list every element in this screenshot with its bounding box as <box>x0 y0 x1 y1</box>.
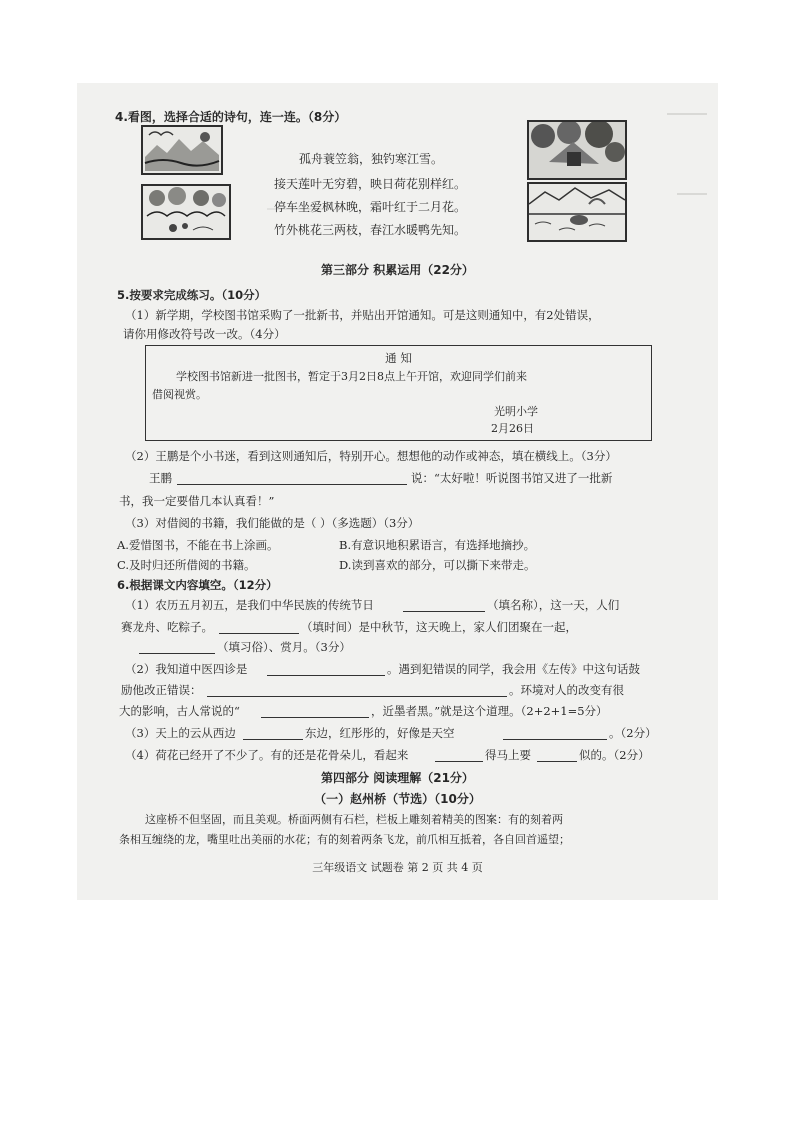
q6-line7b: 东边，红彤彤的，好像是天空 <box>305 726 455 740</box>
q6-line8a: （4）荷花已经开了不少了。有的还是花骨朵儿，看起来 <box>125 748 409 762</box>
custom-blank[interactable] <box>139 641 215 654</box>
q6-line5a: 励他改正错误： <box>121 683 202 697</box>
q5-sub1-line2: 请你用修改符号改一改。（4分） <box>123 327 286 341</box>
festival-name-blank[interactable] <box>403 599 485 612</box>
part3-heading: 第三部分 积累运用（22分） <box>321 263 474 277</box>
option-c[interactable]: C.及时归还所借阅的书籍。 <box>117 558 256 572</box>
q5-sub1-line1: （1）新学期，学校图书馆采购了一批新书，并贴出开馆通知。可是这则通知中，有2处错误， <box>125 308 600 322</box>
q6-line6b: ，近墨者黑。”就是这个道理。（2+2+1=5分） <box>371 704 608 718</box>
notice-date: 2月26日 <box>491 422 534 435</box>
q5-sub2-name: 王鹏 <box>149 471 172 485</box>
lotus-blank-1[interactable] <box>435 749 483 762</box>
poem-line-3: 停车坐爱枫林晚，霜叶红于二月花。 <box>274 200 467 214</box>
bleed-mark <box>677 193 707 195</box>
q5-sub2-line3: 书，我一定要借几本认真看！” <box>119 494 275 508</box>
river-duck-illustration <box>527 182 627 242</box>
proverb-blank[interactable] <box>261 705 369 718</box>
maple-forest-illustration <box>527 120 627 180</box>
q5-sub2-line1: （2）王鹏是个小书迷，看到这则通知后，特别开心。想想他的动作或神态，填在横线上。（3分） <box>125 449 617 463</box>
bleed-mark <box>667 113 707 115</box>
q6-line4b: 。遇到犯错误的同学，我会用《左传》中这句话鼓 <box>387 662 640 676</box>
page-footer: 三年级语文 试题卷 第 2 页 共 4 页 <box>312 861 483 874</box>
option-d[interactable]: D.读到喜欢的部分，可以撕下来带走。 <box>339 558 536 572</box>
q6-line2a: 赛龙舟、吃粽子。 <box>121 620 213 634</box>
q4-title: 4.看图，选择合适的诗句，连一连。（8分） <box>115 110 347 124</box>
four-diagnostics-blank[interactable] <box>267 663 385 676</box>
poem-line-4: 竹外桃花三两枝，春江水暖鸭先知。 <box>274 223 467 237</box>
reading-line1: 这座桥不但坚固，而且美观。桥面两侧有石栏，栏板上雕刻着精美的图案：有的刻着两 <box>145 813 563 826</box>
reading-line2: 条相互缠绕的龙，嘴里吐出美丽的水花；有的刻着两条飞龙，前爪相互抵着，各自回首遥望； <box>119 833 570 846</box>
q6-line1b: （填名称），这一天，人们 <box>487 598 620 612</box>
lotus-blank-2[interactable] <box>537 749 577 762</box>
notice-signature: 光明小学 <box>494 405 538 418</box>
q5-sub3-question: （3）对借阅的书籍，我们能做的是（ ）（多选题）（3分） <box>125 516 420 530</box>
q6-line8c: 似的。（2分） <box>579 748 650 762</box>
notice-body-line2: 借阅视赏。 <box>152 388 207 401</box>
part4-heading: 第四部分 阅读理解（21分） <box>321 771 474 785</box>
notice-body-line1: 学校图书馆新进一批图书，暂定于3月2日8点上午开馆，欢迎同学们前来 <box>176 370 527 383</box>
q6-line3: （填习俗）、赏月。（3分） <box>217 640 351 654</box>
q6-title: 6.根据课文内容填空。（12分） <box>117 578 278 592</box>
q6-line8b: 得马上要 <box>485 748 531 762</box>
exam-page <box>77 83 718 900</box>
q6-line7c: 。（2分） <box>609 726 657 740</box>
sky-blank[interactable] <box>503 727 607 740</box>
landscape-illustration-1 <box>141 125 223 175</box>
option-b[interactable]: B.有意识地积累语言，有选择地摘抄。 <box>339 538 536 552</box>
poem-line-2: 接天莲叶无穷碧，映日荷花别样红。 <box>274 177 467 191</box>
library-notice-box <box>145 345 652 441</box>
q5-title: 5.按要求完成练习。（10分） <box>117 288 267 302</box>
reading-title: （一）赵州桥（节选）（10分） <box>314 792 481 806</box>
q6-line6a: 大的影响，古人常说的“ <box>119 704 240 718</box>
lotus-illustration <box>141 184 231 240</box>
notice-heading: 通 知 <box>385 351 412 365</box>
q5-sub2-said: 说：“太好啦！听说图书馆又进了一批新 <box>411 471 613 485</box>
q6-line5b: 。环境对人的改变有很 <box>509 683 624 697</box>
poem-line-1: 孤舟蓑笠翁，独钓寒江雪。 <box>299 152 444 166</box>
q6-line1a: （1）农历五月初五，是我们中华民族的传统节日 <box>125 598 374 612</box>
q5-sub2-answer-blank[interactable] <box>177 472 407 485</box>
clouds-verb-blank[interactable] <box>243 727 303 740</box>
q6-line4a: （2）我知道中医四诊是 <box>125 662 248 676</box>
q6-line7a: （3）天上的云从西边 <box>125 726 236 740</box>
option-a[interactable]: A.爱惜图书，不能在书上涂画。 <box>117 538 279 552</box>
mid-autumn-date-blank[interactable] <box>219 621 299 634</box>
zuozhuan-quote-blank[interactable] <box>207 684 507 697</box>
q6-line2b: （填时间）是中秋节，这天晚上，家人们团聚在一起， <box>301 620 577 634</box>
